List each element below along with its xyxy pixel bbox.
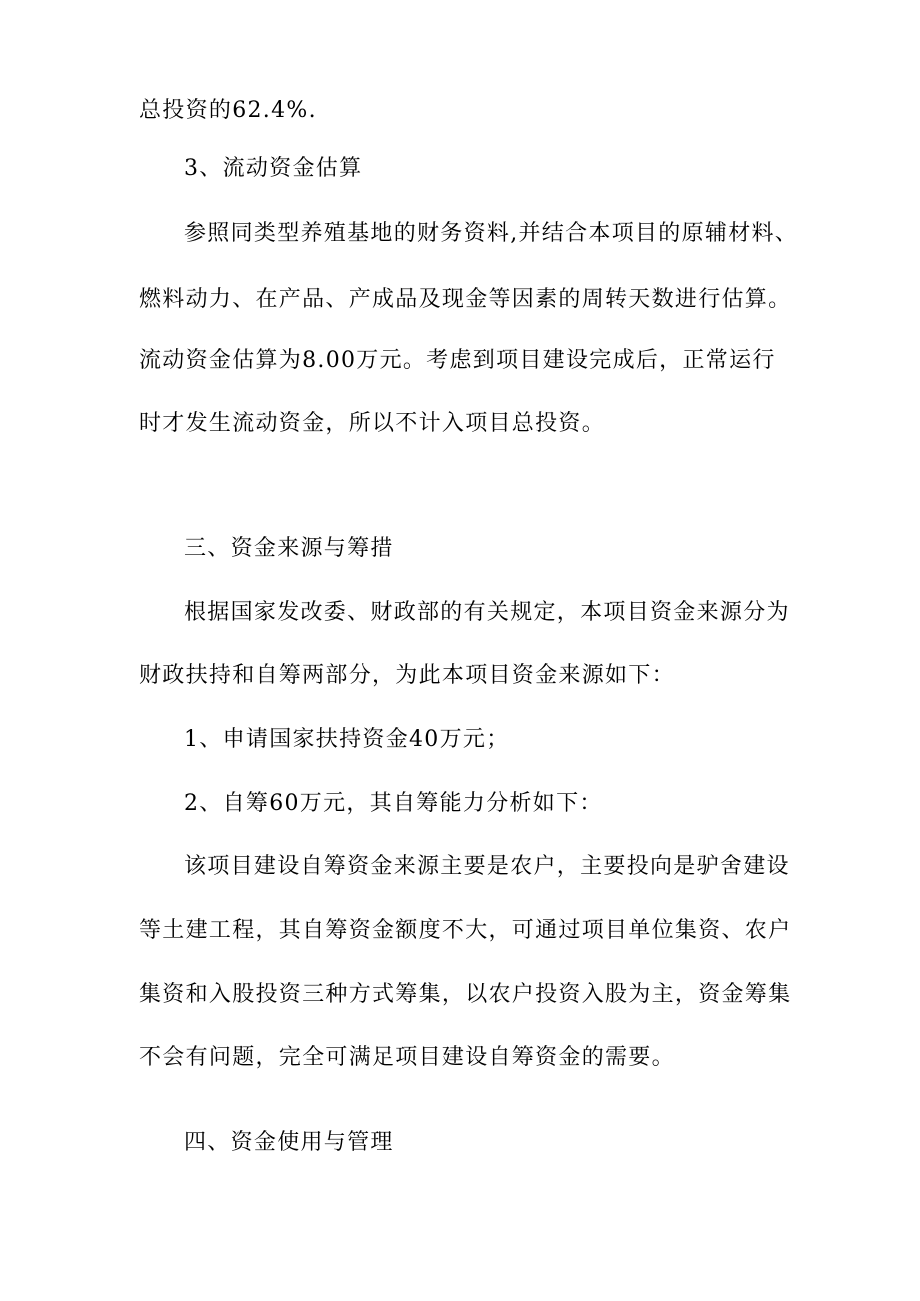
paragraph-line: 集资和入股投资三种方式筹集，以农户投资入股为主，资金筹集 [139,982,792,1007]
list-item: 1、申请国家扶持资金40万元； [184,727,510,752]
paragraph-line: 燃料动力、在产品、产成品及现金等因素的周转天数进行估算。 [139,287,792,312]
paragraph-line: 不会有问题，完全可满足项目建设自筹资金的需要。 [139,1045,675,1070]
paragraph-continuation: 总投资的62.4%. [139,98,317,123]
section-heading-fund-management: 四、资金使用与管理 [184,1130,394,1155]
paragraph-line: 参照同类型养殖基地的财务资料,并结合本项目的原辅材料、 [184,221,799,246]
list-item: 2、自筹60万元，其自筹能力分析如下： [184,791,603,816]
paragraph-line: 根据国家发改委、财政部的有关规定，本项目资金来源分为 [184,600,790,625]
paragraph-line: 财政扶持和自筹两部分，为此本项目资金来源如下： [139,663,675,688]
paragraph-line: 时才发生流动资金，所以不计入项目总投资。 [139,411,606,436]
subsection-heading-working-capital: 3、流动资金估算 [184,156,363,181]
paragraph-line: 等土建工程，其自筹资金额度不大，可通过项目单位集资、农户 [139,918,792,943]
paragraph-line: 流动资金估算为8.00万元。考虑到项目建设完成后，正常运行 [139,348,776,373]
paragraph-line: 该项目建设自筹资金来源主要是农户，主要投向是驴舍建设 [184,854,790,879]
section-heading-funding-sources: 三、资金来源与筹措 [184,536,394,561]
